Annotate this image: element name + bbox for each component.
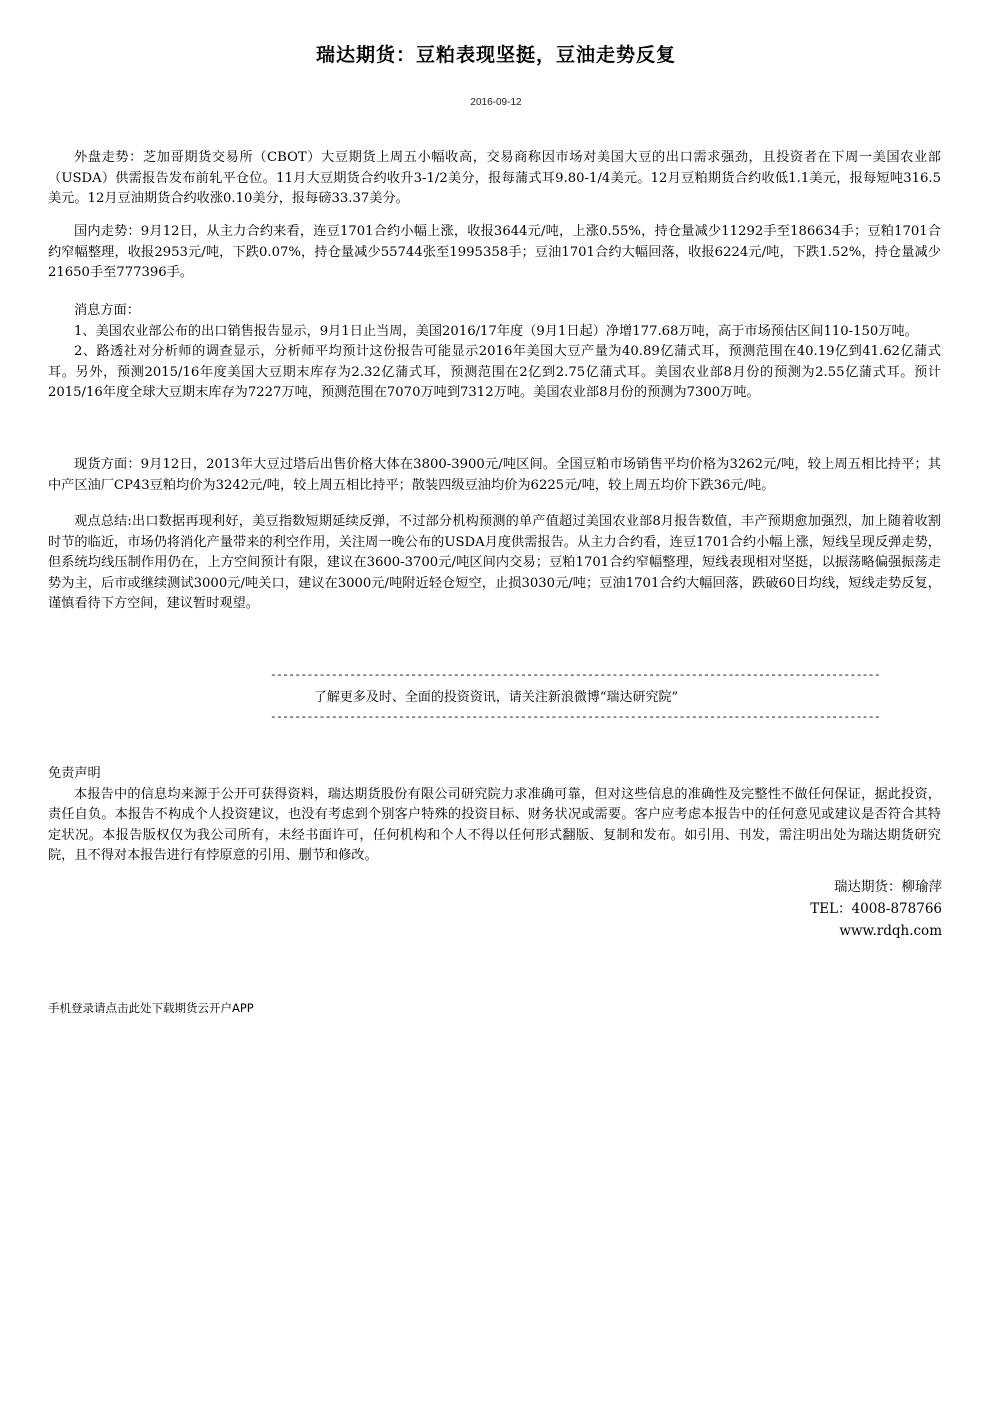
divider-bottom: ---------------------------------------------------------------------------------------------------- (270, 712, 881, 724)
news-item: 1、美国农业部公布的出口销售报告显示，9月1日止当周，美国2016/17年度（9月1日起）净增177.68万吨，高于市场预估区间110-150万吨。 (74, 323, 918, 339)
signature-tel: TEL：4008-878766 (810, 901, 942, 917)
spot-paragraph: 现货方面：9月12日，2013年大豆过塔后出售价格大体在3800-3900元/吨区间。全国豆粕市场销售平均价格为3262元/吨，较上周五相比持平；其中产区油厂CP43豆粕均价为3242元/吨，较上周五相比持平；散装四级豆油均价为6225元/吨，较上周五均价下跌36元/吨。 (48, 457, 941, 493)
news-section (48, 301, 941, 404)
outer-market-paragraph: 外盘走势：芝加哥期货交易所（CBOT）大豆期货上周五小幅收高，交易商称因市场对美国大豆的出口需求强劲，且投资者在下周一美国农业部（USDA）供需报告发布前轧平仓位。11月大豆期货合约收升3-1/2美分，报每蒲式耳9.80-1/4美元。12月豆粕期货合约收低1.1美元，报每短吨316.5美元。12月豆油期货合约收涨0.10美分，报每磅33.37美分。 (48, 150, 941, 206)
signature-website[interactable]: www.rdqh.com (839, 923, 942, 939)
report-title: 瑞达期货：豆粕表现坚挺，豆油走势反复 (315, 44, 676, 66)
outer-market-section (48, 148, 941, 210)
spot-section (48, 455, 941, 496)
divider-top: ---------------------------------------------------------------------------------------------------- (270, 670, 881, 682)
promo-box (270, 666, 881, 729)
promo-text: 了解更多及时、全面的投资资讯，请关注新浪微博“瑞达研究院” (313, 690, 679, 705)
signature-block (810, 876, 942, 942)
domestic-market-paragraph: 国内走势：9月12日，从主力合约来看，连豆1701合约小幅上涨，收报3644元/吨，上涨0.55%，持仓量减少11292手至186634手；豆粕1701合约窄幅整理，收报2953元/吨，下跌0.07%，持仓量减少55744张至1995358手；豆油1701合约大幅回落，收报6224元/吨，下跌1.52%，持仓量减少21650手至777396手。 (48, 224, 941, 280)
news-item: 2、路透社对分析师的调查显示，分析师平均预计这份报告可能显示2016年美国大豆产量为40.89亿蒲式耳，预测范围在40.19亿到41.62亿蒲式耳。另外，预测2015/16年度美国大豆期末库存为2.32亿蒲式耳，预测范围在2亿到2.75亿蒲式耳。美国农业部8月份的预测为2.55亿蒲式耳。预计2015/16年度全球大豆期末库存为7227万吨，预测范围在7070万吨到7312万吨。美国农业部8月份的预测为7300万吨。 (48, 344, 941, 400)
domestic-market-section (48, 222, 941, 284)
signature-author: 瑞达期货：柳瑜萍 (834, 879, 942, 895)
disclaimer-heading: 免责声明 (48, 766, 101, 781)
disclaimer-text: 本报告中的信息均来源于公开可获得资料，瑞达期货股份有限公司研究院力求准确可靠，但对这些信息的准确性及完整性不做任何保证，据此投资，责任自负。本报告不构成个人投资建议，也没有考虑到个别客户特殊的投资目标、财务状况或需要。客户应考虑本报告中的任何意见或建议是否符合其特定状况。本报告版权仅为我公司所有，未经书面许可，任何机构和个人不得以任何形式翻版、复制和发布。如引用、刊发，需注明出处为瑞达期货研究院，且不得对本报告进行有悖原意的引用、删节和修改。 (48, 786, 941, 863)
report-date: 2016-09-12 (470, 97, 522, 108)
summary-section (48, 512, 941, 615)
disclaimer-section (48, 764, 941, 867)
summary-paragraph: 观点总结:出口数据再现利好，美豆指数短期延续反弹，不过部分机构预测的单产值超过美国农业部8月报告数值，丰产预期愈加强烈，加上随着收割时节的临近，市场仍将消化产量带来的利空作用，关注周一晚公布的USDA月度供需报告。从主力合约看，连豆1701合约小幅上涨，短线呈现反弹走势，但系统均线压制作用仍在，上方空间预计有限，建议在3600-3700元/吨区间内交易；豆粕1701合约窄幅整理，短线表现相对坚挺，以振荡略偏强振荡走势为主，后市或继续测试3000元/吨关口，建议在3000元/吨附近轻仓短空，止损3030元/吨；豆油1701合约大幅回落，跌破60日均线，短线走势反复，谨慎看待下方空间，建议暂时观望。 (48, 514, 941, 611)
app-download-link[interactable]: 手机登录请点击此处下载期货云开户APP (48, 1001, 254, 1015)
news-heading: 消息方面： (74, 303, 140, 318)
